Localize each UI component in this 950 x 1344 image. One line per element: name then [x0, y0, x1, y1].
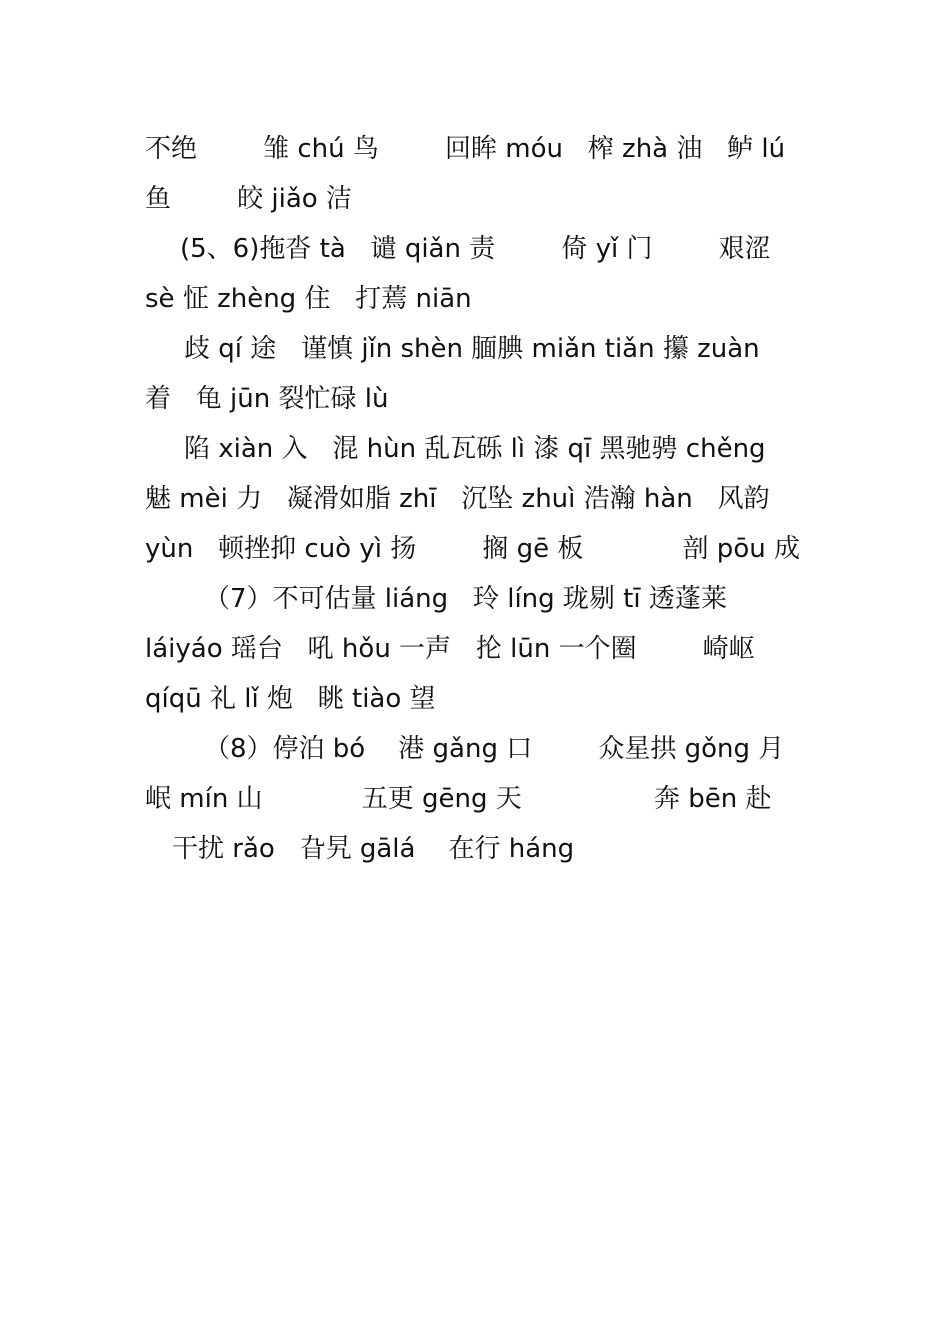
text-line-11: láiyáo 瑶台 吼 hǒu 一声 抡 lūn 一个圈 崎岖 — [145, 634, 755, 664]
text-line-8: 魅 mèi 力 凝滑如脂 zhī 沉坠 zhuì 浩瀚 hàn 风韵 — [145, 484, 770, 514]
text-line-7: 陷 xiàn 入 混 hùn 乱瓦砾 lì 漆 qī 黑驰骋 chěng — [184, 434, 766, 464]
text-line-6: 着 龟 jūn 裂忙碌 lù — [145, 384, 389, 414]
text-line-1: 不绝 雏 chú 鸟 回眸 móu 榨 zhà 油 鲈 lú — [145, 134, 786, 164]
text-line-3: (5、6)拖沓 tà 谴 qiǎn 责 倚 yǐ 门 艰涩 — [180, 234, 771, 264]
text-line-9: yùn 顿挫抑 cuò yì 扬 搁 gē 板 剖 pōu 成 — [145, 534, 800, 564]
text-line-2: 鱼 皎 jiǎo 洁 — [145, 184, 352, 214]
text-line-5: 歧 qí 途 谨慎 jǐn shèn 腼腆 miǎn tiǎn 攥 zuàn — [184, 334, 760, 364]
text-line-14: 岷 mín 山 五更 gēng 天 奔 bēn 赴 — [145, 784, 772, 814]
text-line-4: sè 怔 zhèng 住 打蔫 niān — [145, 284, 472, 314]
text-line-12: qíqū 礼 lǐ 炮 眺 tiào 望 — [145, 684, 436, 714]
text-line-15: 干扰 rǎo 旮旯 gālá 在行 háng — [172, 834, 575, 864]
text-line-13: （8）停泊 bó 港 gǎng 口 众星拱 gǒng 月 — [204, 734, 785, 764]
text-line-10: （7）不可估量 liáng 玲 líng 珑剔 tī 透蓬莱 — [204, 584, 727, 614]
